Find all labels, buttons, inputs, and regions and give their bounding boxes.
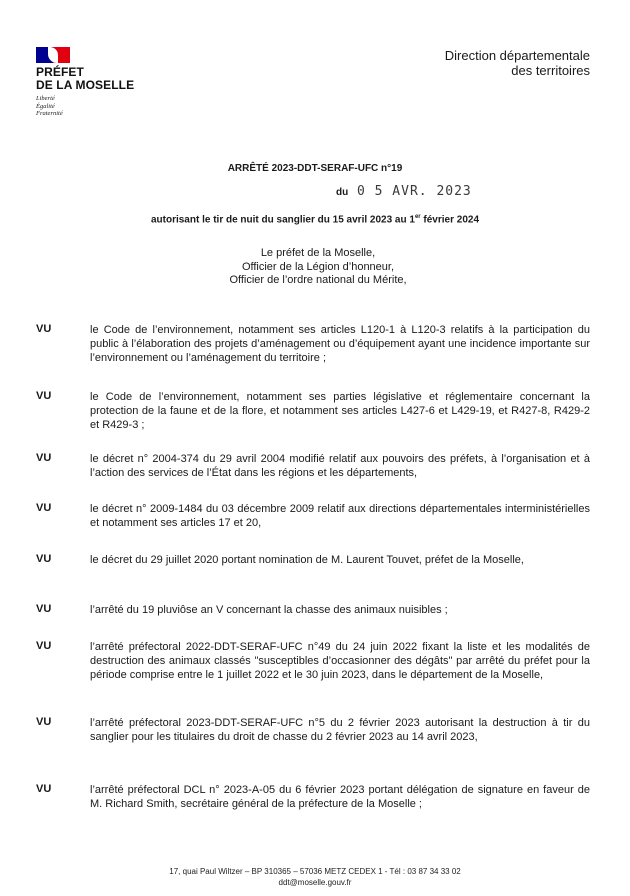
date-prefix: du [336,187,349,198]
visa-text: le Code de l’environnement, notamment ses articles L120-1 à L120-3 relatifs à la participation du public à l’élaboration des projets d’aménagement ou d’équipement ayant une incidence importante sur l’environnement ou l’aménagement du territoire ; [90,324,590,364]
visa-keyword: VU [36,640,52,652]
visa-keyword: VU [36,553,52,565]
visa-text: le décret n° 2004-374 du 29 avril 2004 modifié relatif aux pouvoirs des préfets, à l’organisation et à l’action des services de l’État dans les régions et les départements, [90,453,590,479]
arrete-object [0,214,630,225]
object-end: février 2024 [420,214,480,226]
motto-fraternite: Fraternité [36,110,63,117]
visa-text: le décret n° 2009-1484 du 03 décembre 2009 relatif aux directions départementales interministérielles et notamment ses articles 17 et 20, [90,503,590,529]
visa-keyword: VU [36,323,52,335]
republic-motto [36,95,134,118]
footer-email: ddt@moselle.gouv.fr [278,878,352,887]
direction-line1: Direction départementale [444,48,590,63]
visa-keyword: VU [36,502,52,514]
prefet-titles [0,247,630,288]
visa-text: l’arrêté préfectoral 2023-DDT-SERAF-UFC n°5 du 2 février 2023 autorisant la destruction à tir du sanglier pour les titulaires du droit de chasse du 2 février 2023 au 14 avril 2023, [90,717,590,743]
visa-keyword: VU [36,783,52,795]
prefecture-name-line1: PRÉFET [36,65,84,79]
date-stamp: 0 5 AVR. 2023 [357,184,472,199]
prefecture-logo [36,47,134,118]
motto-egalite: Égalité [36,102,55,110]
page-footer [0,866,630,888]
object-main: autorisant le tir de nuit du sanglier du 15 avril 2023 au 1 [150,214,415,226]
footer-address: 17, quai Paul Wiltzer – BP 310365 – 57036 METZ CEDEX 1 - Tél : 03 87 34 33 02 [169,867,461,876]
visa-text: le décret du 29 juillet 2020 portant nomination de M. Laurent Touvet, préfet de la Moselle, [90,554,524,566]
motto-liberte: Liberté [36,95,55,102]
visa-text: l’arrêté du 19 pluviôse an V concernant la chasse des animaux nuisibles ; [90,604,448,616]
marianne-emblem [36,47,70,63]
issuing-direction [445,48,590,78]
arrete-title: ARRÊTÉ 2023-DDT-SERAF-UFC n°19 [227,163,403,174]
visa-text: l’arrêté préfectoral DCL n° 2023-A-05 du 6 février 2023 portant délégation de signature en faveur de M. Richard Smith, secrétaire général de la préfecture de la Moselle ; [90,784,590,810]
prefet-line1: Le préfet de la Moselle, [260,247,376,259]
visa-keyword: VU [36,716,52,728]
prefet-line3: Officier de l’ordre national du Mérite, [229,274,407,286]
object-superscript: er [414,214,421,220]
direction-line2: des territoires [511,63,590,78]
visa-keyword: VU [36,452,52,464]
visa-text: le Code de l’environnement, notamment ses parties législative et réglementaire concernant la protection de la faune et de la flore, et notamment ses articles L427-6 et L429-19, et R427-8, R429-2 et R429-3 ; [90,391,590,431]
prefet-line2: Officier de la Légion d’honneur, [241,260,395,273]
visa-text: l’arrêté préfectoral 2022-DDT-SERAF-UFC n°49 du 24 juin 2022 fixant la liste et les modalités de destruction des animaux classés "susceptibles d’occasionner des dégâts" par arrêté du préfet pour la période comprise entre le 1 juillet 2022 et le 30 juin 2023, dans le département de la Moselle, [90,641,590,681]
prefecture-name [36,66,134,92]
arrete-date [336,184,472,199]
visa-keyword: VU [36,603,52,615]
prefecture-name-line2: DE LA MOSELLE [36,78,135,92]
visa-keyword: VU [36,390,52,402]
